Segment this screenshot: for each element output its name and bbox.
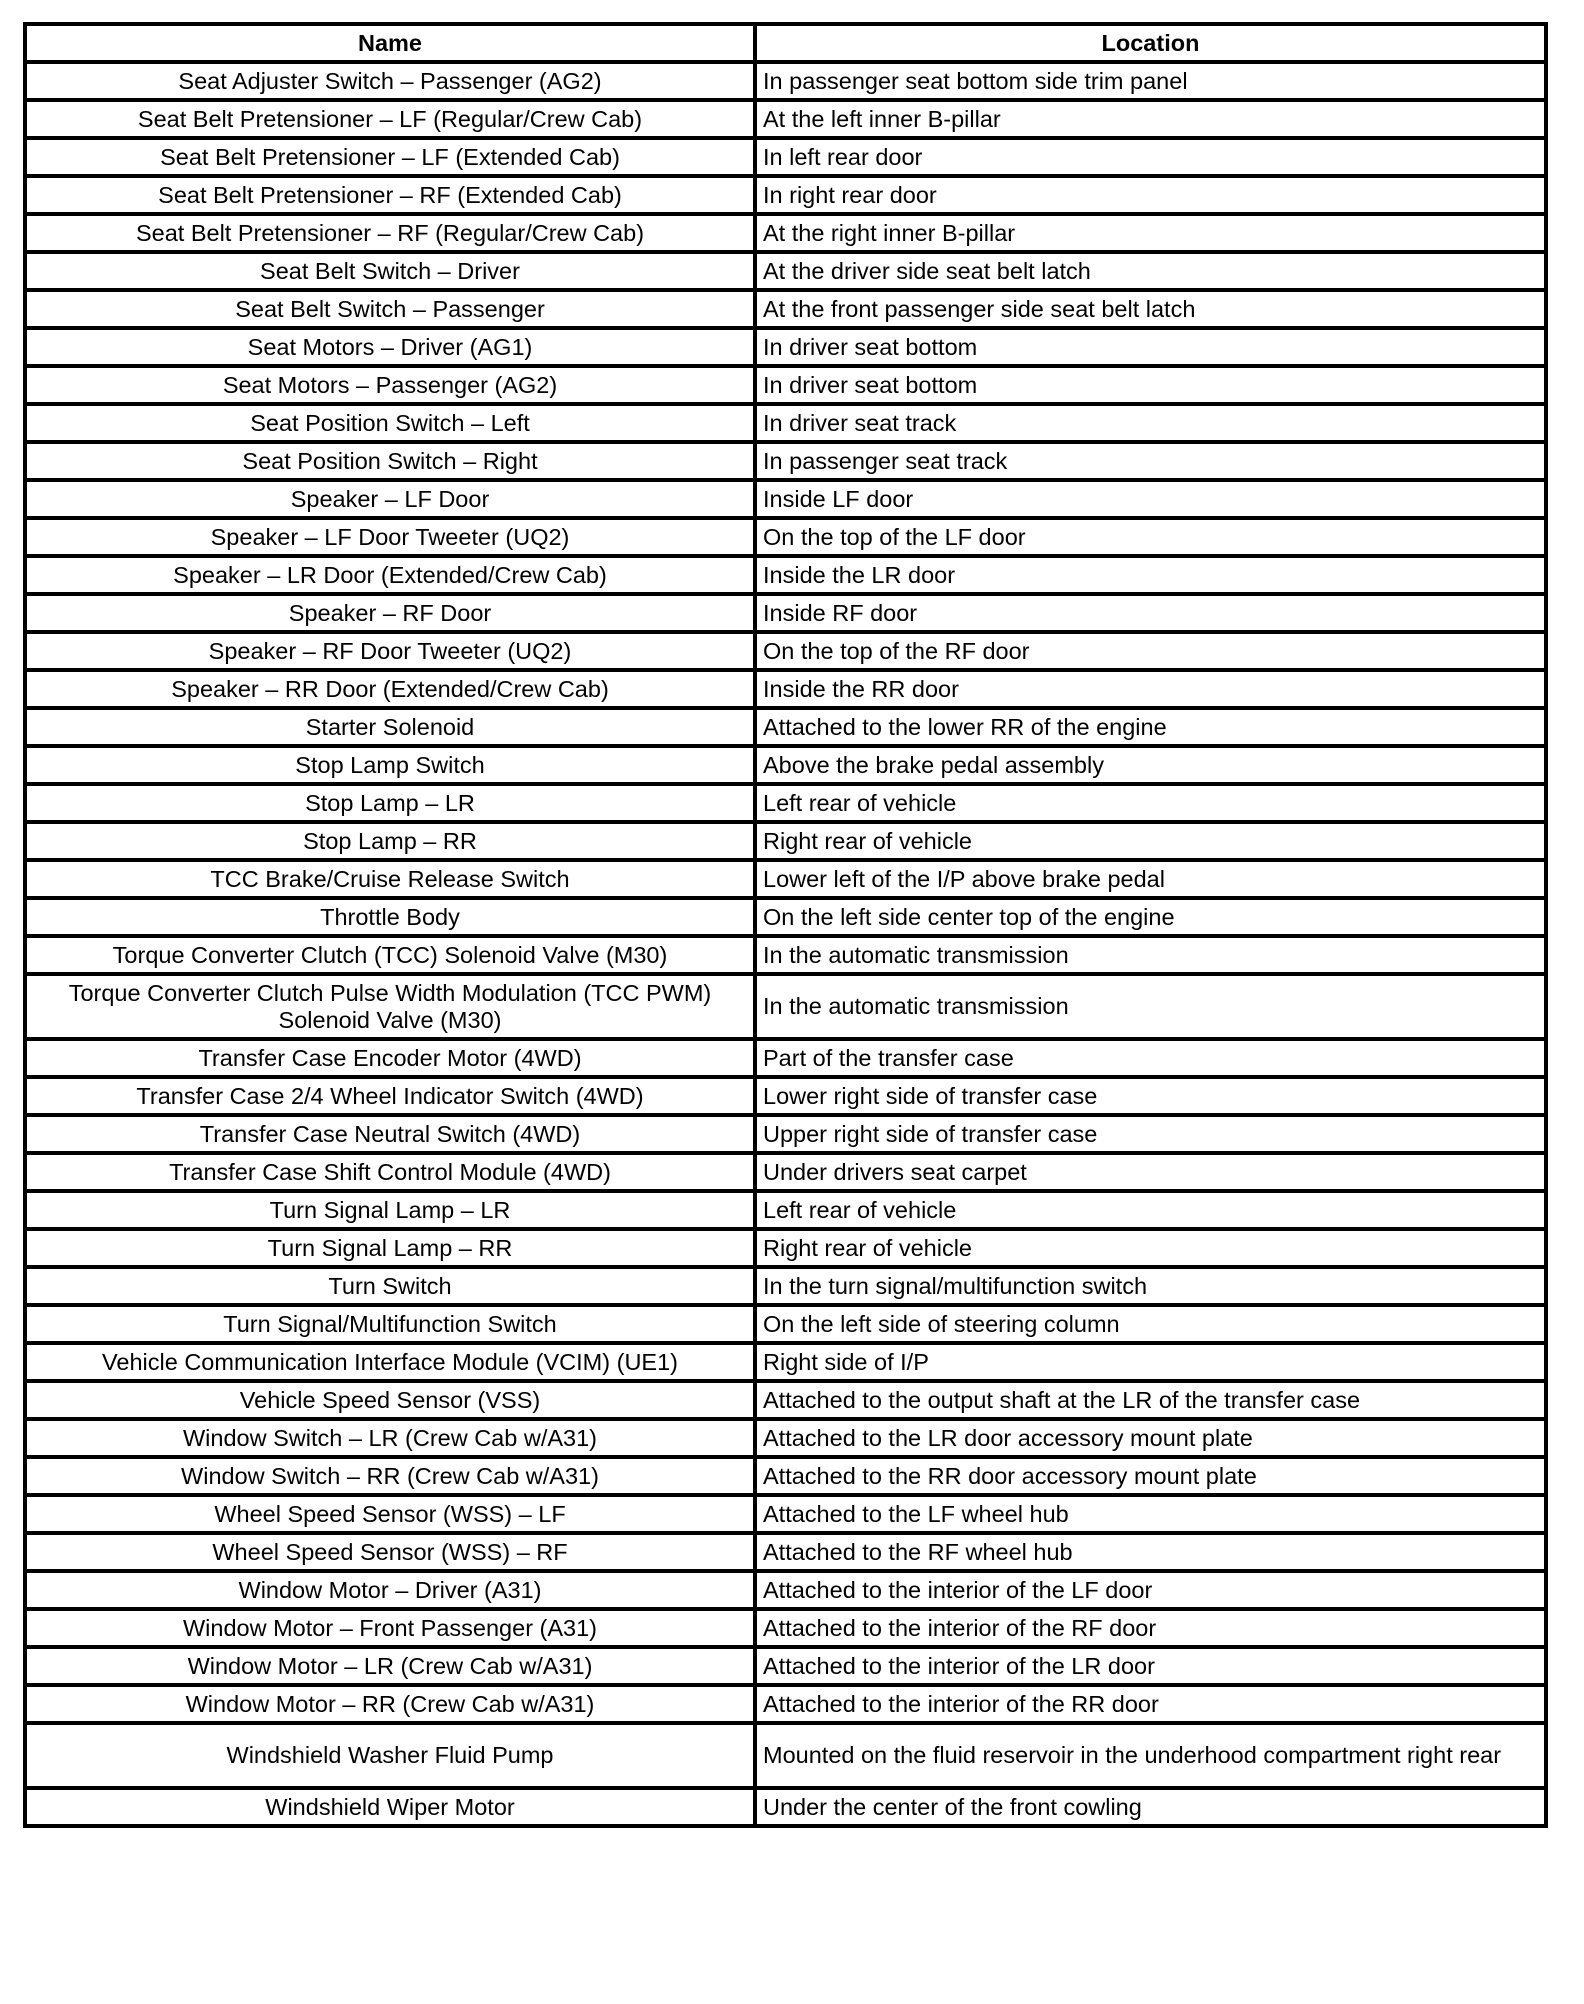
component-location-cell: Inside the RR door bbox=[755, 670, 1546, 708]
component-location-cell: Inside RF door bbox=[755, 594, 1546, 632]
component-name-cell: Vehicle Communication Interface Module (VCIM) (UE1) bbox=[25, 1343, 755, 1381]
table-row bbox=[25, 1191, 1546, 1229]
table-row bbox=[25, 1305, 1546, 1343]
component-location-cell: Left rear of vehicle bbox=[755, 1191, 1546, 1229]
table-row bbox=[25, 1495, 1546, 1533]
component-name-cell: Starter Solenoid bbox=[25, 708, 755, 746]
component-location-cell: Left rear of vehicle bbox=[755, 784, 1546, 822]
component-name-cell: Wheel Speed Sensor (WSS) – RF bbox=[25, 1533, 755, 1571]
table-row bbox=[25, 1343, 1546, 1381]
table-row bbox=[25, 1533, 1546, 1571]
component-name-cell: Transfer Case Encoder Motor (4WD) bbox=[25, 1039, 755, 1077]
component-name-cell: Throttle Body bbox=[25, 898, 755, 936]
table-row bbox=[25, 290, 1546, 328]
component-name-cell: Turn Signal/Multifunction Switch bbox=[25, 1305, 755, 1343]
component-name-cell: Window Motor – Front Passenger (A31) bbox=[25, 1609, 755, 1647]
component-location-cell: On the left side center top of the engine bbox=[755, 898, 1546, 936]
component-location-cell: Attached to the LF wheel hub bbox=[755, 1495, 1546, 1533]
table-row bbox=[25, 1571, 1546, 1609]
header-name: Name bbox=[25, 24, 755, 62]
component-location-cell: On the left side of steering column bbox=[755, 1305, 1546, 1343]
component-location-cell: Lower right side of transfer case bbox=[755, 1077, 1546, 1115]
table-row bbox=[25, 1267, 1546, 1305]
header-row bbox=[25, 24, 1546, 62]
component-location-cell: At the left inner B-pillar bbox=[755, 100, 1546, 138]
header-location: Location bbox=[755, 24, 1546, 62]
component-location-cell: Attached to the output shaft at the LR of the transfer case bbox=[755, 1381, 1546, 1419]
table-row bbox=[25, 670, 1546, 708]
component-location-cell: On the top of the LF door bbox=[755, 518, 1546, 556]
table-row bbox=[25, 746, 1546, 784]
table-row bbox=[25, 252, 1546, 290]
table-row bbox=[25, 1647, 1546, 1685]
table-row bbox=[25, 974, 1546, 1039]
component-name-cell: Speaker – LF Door Tweeter (UQ2) bbox=[25, 518, 755, 556]
component-name-cell: Seat Belt Switch – Driver bbox=[25, 252, 755, 290]
component-location-cell: Attached to the RF wheel hub bbox=[755, 1533, 1546, 1571]
table-row bbox=[25, 1229, 1546, 1267]
component-name-cell: Transfer Case Neutral Switch (4WD) bbox=[25, 1115, 755, 1153]
component-location-cell: Above the brake pedal assembly bbox=[755, 746, 1546, 784]
table-row bbox=[25, 1685, 1546, 1723]
table-row bbox=[25, 1419, 1546, 1457]
component-location-cell: Right rear of vehicle bbox=[755, 1229, 1546, 1267]
component-name-cell: Seat Position Switch – Right bbox=[25, 442, 755, 480]
component-name-cell: Speaker – RF Door Tweeter (UQ2) bbox=[25, 632, 755, 670]
component-location-cell: Upper right side of transfer case bbox=[755, 1115, 1546, 1153]
component-location-cell: On the top of the RF door bbox=[755, 632, 1546, 670]
table-row bbox=[25, 898, 1546, 936]
component-name-cell: Torque Converter Clutch (TCC) Solenoid Valve (M30) bbox=[25, 936, 755, 974]
component-name-cell: Wheel Speed Sensor (WSS) – LF bbox=[25, 1495, 755, 1533]
component-name-cell: Seat Position Switch – Left bbox=[25, 404, 755, 442]
table-row bbox=[25, 480, 1546, 518]
component-location-cell: Mounted on the fluid reservoir in the underhood compartment right rear bbox=[755, 1723, 1546, 1788]
component-location-cell: Attached to the interior of the LF door bbox=[755, 1571, 1546, 1609]
table-row bbox=[25, 100, 1546, 138]
component-name-cell: Window Motor – Driver (A31) bbox=[25, 1571, 755, 1609]
table-row bbox=[25, 1115, 1546, 1153]
component-name-cell: Seat Motors – Passenger (AG2) bbox=[25, 366, 755, 404]
table-row bbox=[25, 784, 1546, 822]
component-name-cell: Stop Lamp – LR bbox=[25, 784, 755, 822]
component-location-table bbox=[23, 22, 1548, 1828]
component-location-cell: At the right inner B-pillar bbox=[755, 214, 1546, 252]
component-location-cell: In driver seat bottom bbox=[755, 366, 1546, 404]
table-row bbox=[25, 1457, 1546, 1495]
table-row bbox=[25, 556, 1546, 594]
table-row bbox=[25, 366, 1546, 404]
table-row bbox=[25, 708, 1546, 746]
component-location-cell: Attached to the interior of the LR door bbox=[755, 1647, 1546, 1685]
component-location-cell: Attached to the interior of the RR door bbox=[755, 1685, 1546, 1723]
component-location-cell: Under the center of the front cowling bbox=[755, 1788, 1546, 1826]
component-location-cell: In driver seat bottom bbox=[755, 328, 1546, 366]
component-location-cell: Part of the transfer case bbox=[755, 1039, 1546, 1077]
component-location-cell: In the automatic transmission bbox=[755, 936, 1546, 974]
component-location-cell: Right side of I/P bbox=[755, 1343, 1546, 1381]
component-location-cell: In the turn signal/multifunction switch bbox=[755, 1267, 1546, 1305]
table-row bbox=[25, 138, 1546, 176]
component-name-cell: Seat Belt Pretensioner – LF (Extended Cab) bbox=[25, 138, 755, 176]
component-name-cell: Seat Belt Pretensioner – RF (Regular/Crew Cab) bbox=[25, 214, 755, 252]
component-location-cell: Attached to the interior of the RF door bbox=[755, 1609, 1546, 1647]
component-name-cell: Seat Belt Pretensioner – RF (Extended Cab) bbox=[25, 176, 755, 214]
table-row bbox=[25, 176, 1546, 214]
table-row bbox=[25, 1723, 1546, 1788]
component-name-cell: Stop Lamp – RR bbox=[25, 822, 755, 860]
component-location-cell: Lower left of the I/P above brake pedal bbox=[755, 860, 1546, 898]
component-name-cell: Speaker – LF Door bbox=[25, 480, 755, 518]
table-row bbox=[25, 1609, 1546, 1647]
component-location-cell: At the front passenger side seat belt latch bbox=[755, 290, 1546, 328]
component-name-cell: Transfer Case 2/4 Wheel Indicator Switch (4WD) bbox=[25, 1077, 755, 1115]
table-row bbox=[25, 594, 1546, 632]
component-name-cell: Windshield Wiper Motor bbox=[25, 1788, 755, 1826]
component-name-cell: Windshield Washer Fluid Pump bbox=[25, 1723, 755, 1788]
component-name-cell: Turn Switch bbox=[25, 1267, 755, 1305]
table-row bbox=[25, 404, 1546, 442]
component-location-cell: Under drivers seat carpet bbox=[755, 1153, 1546, 1191]
table-body bbox=[25, 62, 1546, 1826]
component-name-cell: TCC Brake/Cruise Release Switch bbox=[25, 860, 755, 898]
component-location-cell: In driver seat track bbox=[755, 404, 1546, 442]
component-name-cell: Vehicle Speed Sensor (VSS) bbox=[25, 1381, 755, 1419]
component-location-cell: Attached to the LR door accessory mount plate bbox=[755, 1419, 1546, 1457]
table-row bbox=[25, 328, 1546, 366]
component-name-cell: Speaker – RR Door (Extended/Crew Cab) bbox=[25, 670, 755, 708]
table-row bbox=[25, 1381, 1546, 1419]
component-name-cell: Window Switch – RR (Crew Cab w/A31) bbox=[25, 1457, 755, 1495]
table-row bbox=[25, 214, 1546, 252]
component-location-cell: In left rear door bbox=[755, 138, 1546, 176]
component-location-cell: Attached to the lower RR of the engine bbox=[755, 708, 1546, 746]
component-name-cell: Window Motor – LR (Crew Cab w/A31) bbox=[25, 1647, 755, 1685]
component-location-cell: In the automatic transmission bbox=[755, 974, 1546, 1039]
component-location-cell: In passenger seat bottom side trim panel bbox=[755, 62, 1546, 100]
component-name-cell: Turn Signal Lamp – RR bbox=[25, 1229, 755, 1267]
component-location-cell: In passenger seat track bbox=[755, 442, 1546, 480]
component-name-cell: Turn Signal Lamp – LR bbox=[25, 1191, 755, 1229]
table-row bbox=[25, 62, 1546, 100]
table-row bbox=[25, 1153, 1546, 1191]
table-row bbox=[25, 518, 1546, 556]
table-row bbox=[25, 442, 1546, 480]
component-name-cell: Speaker – LR Door (Extended/Crew Cab) bbox=[25, 556, 755, 594]
component-location-cell: Attached to the RR door accessory mount plate bbox=[755, 1457, 1546, 1495]
table-row bbox=[25, 1788, 1546, 1826]
component-name-cell: Seat Adjuster Switch – Passenger (AG2) bbox=[25, 62, 755, 100]
table-row bbox=[25, 632, 1546, 670]
table-row bbox=[25, 1077, 1546, 1115]
table-row bbox=[25, 936, 1546, 974]
component-location-cell: At the driver side seat belt latch bbox=[755, 252, 1546, 290]
component-location-cell: Inside LF door bbox=[755, 480, 1546, 518]
component-name-cell: Stop Lamp Switch bbox=[25, 746, 755, 784]
table-row bbox=[25, 822, 1546, 860]
component-name-cell: Speaker – RF Door bbox=[25, 594, 755, 632]
component-name-cell: Window Motor – RR (Crew Cab w/A31) bbox=[25, 1685, 755, 1723]
component-location-cell: Right rear of vehicle bbox=[755, 822, 1546, 860]
component-location-cell: In right rear door bbox=[755, 176, 1546, 214]
component-name-cell: Window Switch – LR (Crew Cab w/A31) bbox=[25, 1419, 755, 1457]
component-name-cell: Transfer Case Shift Control Module (4WD) bbox=[25, 1153, 755, 1191]
component-name-cell: Seat Belt Pretensioner – LF (Regular/Crew Cab) bbox=[25, 100, 755, 138]
component-name-cell: Seat Belt Switch – Passenger bbox=[25, 290, 755, 328]
component-location-cell: Inside the LR door bbox=[755, 556, 1546, 594]
table-row bbox=[25, 1039, 1546, 1077]
component-name-cell: Seat Motors – Driver (AG1) bbox=[25, 328, 755, 366]
table-row bbox=[25, 860, 1546, 898]
component-name-cell: Torque Converter Clutch Pulse Width Modulation (TCC PWM) Solenoid Valve (M30) bbox=[25, 974, 755, 1039]
